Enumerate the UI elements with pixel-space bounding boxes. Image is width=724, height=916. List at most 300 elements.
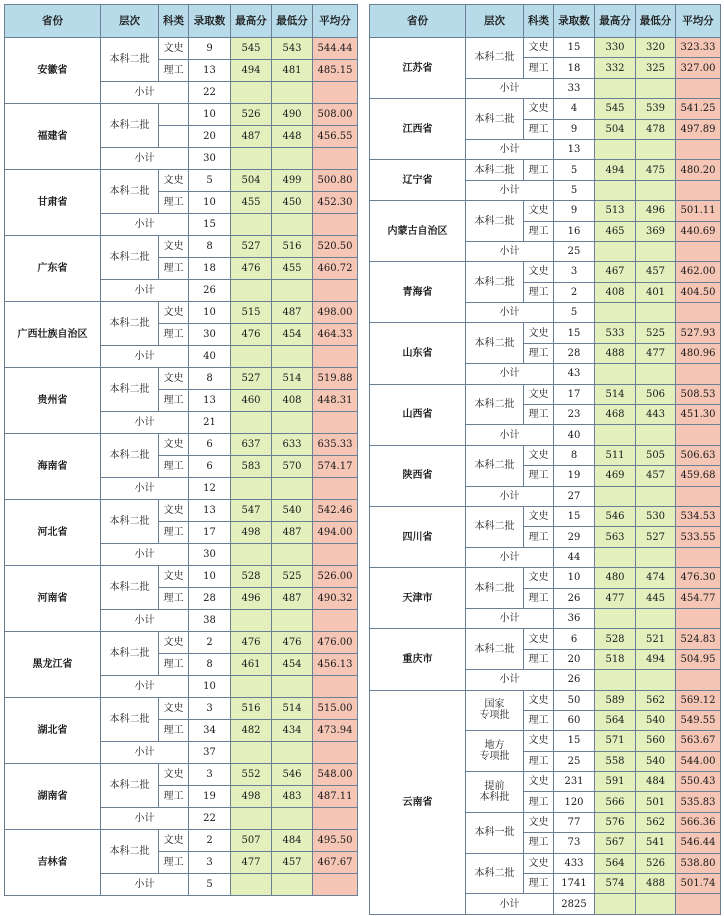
table-row [5, 566, 358, 588]
header-level: 层次 [101, 5, 159, 38]
min-cell: 570 [272, 456, 313, 478]
count-cell: 10 [189, 302, 231, 324]
avg-cell: 544.00 [676, 751, 721, 771]
province-cell: 辽宁省 [370, 160, 466, 201]
province-cell: 山西省 [370, 384, 466, 445]
min-cell: 521 [636, 629, 676, 649]
max-cell: 487 [231, 126, 272, 148]
avg-cell: 497.89 [676, 119, 721, 139]
subtotal-count: 38 [189, 610, 231, 632]
avg-cell: 480.20 [676, 160, 721, 180]
empty-avg-cell [676, 364, 721, 384]
header-subject: 科类 [159, 5, 189, 38]
empty-min-cell [636, 139, 676, 159]
empty-avg-cell [313, 544, 358, 566]
avg-cell: 515.00 [313, 698, 358, 720]
subtotal-count: 37 [189, 742, 231, 764]
empty-avg-cell [676, 425, 721, 445]
subtotal-label: 小计 [466, 670, 554, 690]
count-cell: 60 [554, 710, 595, 730]
level-cell: 本科二批 [466, 262, 524, 303]
subject-cell [159, 126, 189, 148]
count-cell: 15 [554, 731, 595, 751]
header-max: 最高分 [231, 5, 272, 38]
subject-cell: 文史 [524, 731, 554, 751]
level-cell: 本科二批 [466, 323, 524, 364]
count-cell: 73 [554, 833, 595, 853]
table-row [370, 445, 721, 465]
empty-avg-cell [676, 608, 721, 628]
subject-cell: 文史 [524, 568, 554, 588]
table-row [370, 323, 721, 343]
province-cell: 河南省 [5, 566, 101, 632]
subtotal-count: 26 [189, 280, 231, 302]
header-row [370, 5, 721, 38]
subtotal-count: 33 [554, 78, 595, 98]
count-cell: 10 [189, 104, 231, 126]
subtotal-count: 13 [554, 139, 595, 159]
province-cell: 海南省 [5, 434, 101, 500]
subtotal-label: 小计 [466, 139, 554, 159]
count-cell: 8 [189, 368, 231, 390]
table-body-right [370, 38, 721, 915]
subject-cell: 理工 [159, 324, 189, 346]
table-row [5, 698, 358, 720]
subtotal-count: 30 [189, 544, 231, 566]
count-cell: 2 [189, 830, 231, 852]
level-cell: 本科二批 [101, 236, 159, 280]
max-cell: 564 [595, 853, 636, 873]
max-cell: 494 [595, 160, 636, 180]
empty-max-cell [595, 425, 636, 445]
max-cell: 513 [595, 201, 636, 221]
subject-cell: 理工 [524, 160, 554, 180]
count-cell: 2 [189, 632, 231, 654]
empty-max-cell [595, 364, 636, 384]
subject-cell: 理工 [524, 588, 554, 608]
count-cell: 5 [189, 170, 231, 192]
subject-cell: 理工 [159, 390, 189, 412]
subtotal-label: 小计 [466, 180, 554, 200]
count-cell: 5 [554, 160, 595, 180]
empty-max-cell [595, 486, 636, 506]
avg-cell: 566.36 [676, 812, 721, 832]
count-cell: 17 [554, 384, 595, 404]
subtotal-count: 5 [189, 874, 231, 896]
province-cell: 吉林省 [5, 830, 101, 896]
min-cell: 506 [636, 384, 676, 404]
min-cell: 527 [636, 527, 676, 547]
avg-cell: 456.55 [313, 126, 358, 148]
max-cell: 514 [595, 384, 636, 404]
min-cell: 487 [272, 588, 313, 610]
empty-max-cell [231, 214, 272, 236]
avg-cell: 508.53 [676, 384, 721, 404]
subject-cell: 理工 [524, 874, 554, 894]
empty-min-cell [272, 742, 313, 764]
subject-cell: 文史 [524, 99, 554, 119]
avg-cell: 574.17 [313, 456, 358, 478]
empty-max-cell [595, 894, 636, 914]
min-cell: 457 [636, 466, 676, 486]
min-cell: 501 [636, 792, 676, 812]
subtotal-label: 小计 [101, 676, 189, 698]
empty-max-cell [595, 670, 636, 690]
subject-cell: 理工 [524, 527, 554, 547]
subject-cell: 理工 [159, 258, 189, 280]
empty-max-cell [231, 478, 272, 500]
subtotal-label: 小计 [101, 214, 189, 236]
max-cell: 558 [595, 751, 636, 771]
count-cell: 28 [554, 343, 595, 363]
count-cell: 15 [554, 323, 595, 343]
subject-cell: 文史 [524, 629, 554, 649]
province-cell: 安徽省 [5, 38, 101, 104]
empty-avg-cell [313, 610, 358, 632]
subtotal-label: 小计 [101, 874, 189, 896]
subject-cell: 理工 [524, 833, 554, 853]
subject-cell: 文史 [159, 170, 189, 192]
min-cell: 543 [272, 38, 313, 60]
min-cell: 450 [272, 192, 313, 214]
subject-cell: 理工 [159, 786, 189, 808]
empty-max-cell [231, 874, 272, 896]
max-cell: 477 [231, 852, 272, 874]
empty-avg-cell [313, 742, 358, 764]
min-cell: 454 [272, 324, 313, 346]
avg-cell: 485.15 [313, 60, 358, 82]
subject-cell: 文史 [159, 236, 189, 258]
max-cell: 574 [595, 874, 636, 894]
empty-avg-cell [313, 676, 358, 698]
empty-max-cell [595, 608, 636, 628]
province-cell: 广西壮族自治区 [5, 302, 101, 368]
min-cell: 562 [636, 812, 676, 832]
level-line: 国家 [484, 699, 505, 711]
empty-max-cell [231, 412, 272, 434]
count-cell: 13 [189, 390, 231, 412]
max-cell: 545 [231, 38, 272, 60]
subject-cell: 理工 [159, 720, 189, 742]
level-cell: 本科二批 [466, 568, 524, 609]
min-cell: 540 [636, 710, 676, 730]
subject-cell: 理工 [159, 192, 189, 214]
subject-cell: 文史 [524, 384, 554, 404]
empty-avg-cell [313, 412, 358, 434]
count-cell: 28 [189, 588, 231, 610]
max-cell: 480 [595, 568, 636, 588]
avg-cell: 487.11 [313, 786, 358, 808]
table-row [5, 368, 358, 390]
max-cell: 477 [595, 588, 636, 608]
avg-cell: 541.25 [676, 99, 721, 119]
min-cell: 481 [272, 60, 313, 82]
level-cell: 本科二批 [101, 368, 159, 412]
max-cell: 637 [231, 434, 272, 456]
count-cell: 23 [554, 405, 595, 425]
avg-cell: 527.93 [676, 323, 721, 343]
level-cell: 本科二批 [101, 566, 159, 610]
empty-min-cell [636, 486, 676, 506]
subtotal-label: 小计 [466, 486, 554, 506]
level-line: 提前 [484, 780, 505, 792]
avg-cell: 498.00 [313, 302, 358, 324]
level-cell: 本科二批 [101, 104, 159, 148]
min-cell: 484 [272, 830, 313, 852]
subject-cell: 理工 [524, 792, 554, 812]
table-row [5, 170, 358, 192]
min-cell: 546 [272, 764, 313, 786]
table-row [5, 632, 358, 654]
empty-max-cell [231, 610, 272, 632]
avg-cell: 504.95 [676, 649, 721, 669]
province-cell: 四川省 [370, 506, 466, 567]
avg-cell: 501.74 [676, 874, 721, 894]
level-cell: 本科二批 [101, 632, 159, 676]
province-cell: 湖南省 [5, 764, 101, 830]
province-cell: 山东省 [370, 323, 466, 384]
avg-cell: 549.55 [676, 710, 721, 730]
min-cell: 539 [636, 99, 676, 119]
avg-cell: 538.80 [676, 853, 721, 873]
avg-cell: 635.33 [313, 434, 358, 456]
level-cell: 本科二批 [101, 302, 159, 346]
subtotal-label: 小计 [466, 241, 554, 261]
min-cell: 514 [272, 368, 313, 390]
max-cell: 408 [595, 282, 636, 302]
max-cell: 515 [231, 302, 272, 324]
empty-avg-cell [313, 82, 358, 104]
avg-cell: 456.13 [313, 654, 358, 676]
count-cell: 3 [554, 262, 595, 282]
empty-min-cell [636, 894, 676, 914]
count-cell: 231 [554, 772, 595, 792]
count-cell: 433 [554, 853, 595, 873]
table-row [5, 302, 358, 324]
level-cell: 本科二批 [466, 160, 524, 180]
header-avg: 平均分 [313, 5, 358, 38]
subtotal-label: 小计 [101, 412, 189, 434]
table-row [370, 568, 721, 588]
count-cell: 10 [554, 568, 595, 588]
count-cell: 20 [554, 649, 595, 669]
empty-avg-cell [676, 303, 721, 323]
max-cell: 488 [595, 343, 636, 363]
subject-cell: 理工 [524, 649, 554, 669]
subject-cell: 理工 [524, 119, 554, 139]
empty-min-cell [636, 608, 676, 628]
province-cell: 内蒙古自治区 [370, 201, 466, 262]
empty-min-cell [272, 346, 313, 368]
count-cell: 19 [189, 786, 231, 808]
avg-cell: 526.00 [313, 566, 358, 588]
table-row [370, 506, 721, 526]
level-cell: 本科二批 [466, 38, 524, 79]
avg-cell: 440.69 [676, 221, 721, 241]
admission-table-left [4, 4, 358, 896]
empty-min-cell [272, 874, 313, 896]
level-cell: 本科二批 [466, 445, 524, 486]
avg-cell: 548.00 [313, 764, 358, 786]
empty-min-cell [272, 148, 313, 170]
max-cell: 591 [595, 772, 636, 792]
level-cell: 本科二批 [466, 201, 524, 242]
max-cell: 467 [595, 262, 636, 282]
max-cell: 504 [231, 170, 272, 192]
empty-min-cell [272, 214, 313, 236]
min-cell: 448 [272, 126, 313, 148]
avg-cell: 467.67 [313, 852, 358, 874]
subject-cell: 文史 [159, 764, 189, 786]
subtotal-label: 小计 [466, 608, 554, 628]
max-cell: 504 [595, 119, 636, 139]
max-cell: 476 [231, 632, 272, 654]
empty-max-cell [231, 280, 272, 302]
max-cell: 496 [231, 588, 272, 610]
subtotal-count: 25 [554, 241, 595, 261]
province-cell: 陕西省 [370, 445, 466, 506]
max-cell: 460 [231, 390, 272, 412]
max-cell: 332 [595, 58, 636, 78]
subject-cell: 文史 [524, 812, 554, 832]
min-cell: 499 [272, 170, 313, 192]
avg-cell: 546.44 [676, 833, 721, 853]
count-cell: 6 [554, 629, 595, 649]
table-row [5, 830, 358, 852]
level-cell [466, 731, 524, 772]
province-cell: 湖北省 [5, 698, 101, 764]
empty-avg-cell [313, 346, 358, 368]
subtotal-count: 2825 [554, 894, 595, 914]
min-cell: 496 [636, 201, 676, 221]
min-cell: 540 [272, 500, 313, 522]
empty-avg-cell [676, 486, 721, 506]
table-row [370, 38, 721, 58]
avg-cell: 327.00 [676, 58, 721, 78]
empty-min-cell [272, 808, 313, 830]
empty-avg-cell [313, 478, 358, 500]
count-cell: 4 [554, 99, 595, 119]
subject-cell: 文史 [524, 445, 554, 465]
table-row [5, 500, 358, 522]
avg-cell: 535.83 [676, 792, 721, 812]
max-cell: 528 [595, 629, 636, 649]
min-cell: 474 [636, 568, 676, 588]
subject-cell: 文史 [524, 772, 554, 792]
avg-cell: 520.50 [313, 236, 358, 258]
avg-cell: 476.30 [676, 568, 721, 588]
subtotal-count: 43 [554, 364, 595, 384]
province-cell: 青海省 [370, 262, 466, 323]
min-cell: 369 [636, 221, 676, 241]
subtotal-count: 27 [554, 486, 595, 506]
max-cell: 498 [231, 522, 272, 544]
max-cell: 528 [231, 566, 272, 588]
subject-cell: 理工 [159, 852, 189, 874]
avg-cell: 534.53 [676, 506, 721, 526]
empty-min-cell [636, 364, 676, 384]
subject-cell: 文史 [524, 262, 554, 282]
count-cell: 13 [189, 500, 231, 522]
empty-avg-cell [676, 78, 721, 98]
count-cell: 50 [554, 690, 595, 710]
count-cell: 9 [554, 119, 595, 139]
subject-cell: 理工 [524, 221, 554, 241]
min-cell: 401 [636, 282, 676, 302]
subtotal-label: 小计 [101, 82, 189, 104]
min-cell: 434 [272, 720, 313, 742]
subject-cell: 文史 [159, 632, 189, 654]
avg-cell: 460.72 [313, 258, 358, 280]
min-cell: 408 [272, 390, 313, 412]
subtotal-label: 小计 [101, 742, 189, 764]
min-cell: 525 [272, 566, 313, 588]
avg-cell: 464.33 [313, 324, 358, 346]
max-cell: 511 [595, 445, 636, 465]
province-cell: 广东省 [5, 236, 101, 302]
max-cell: 498 [231, 786, 272, 808]
level-cell: 本科二批 [101, 764, 159, 808]
subtotal-count: 12 [189, 478, 231, 500]
subject-cell: 文史 [159, 368, 189, 390]
count-cell: 6 [189, 434, 231, 456]
header-subject: 科类 [524, 5, 554, 38]
empty-avg-cell [676, 139, 721, 159]
empty-min-cell [636, 180, 676, 200]
max-cell: 507 [231, 830, 272, 852]
subject-cell: 理工 [524, 466, 554, 486]
empty-min-cell [636, 425, 676, 445]
avg-cell: 506.63 [676, 445, 721, 465]
subject-cell: 文史 [524, 853, 554, 873]
table-row [5, 434, 358, 456]
avg-cell: 404.50 [676, 282, 721, 302]
subject-cell: 理工 [524, 751, 554, 771]
table-row [370, 690, 721, 710]
count-cell: 15 [554, 38, 595, 58]
table-body-left [5, 38, 358, 896]
avg-cell: 451.30 [676, 405, 721, 425]
subject-cell: 理工 [524, 282, 554, 302]
level-cell [466, 690, 524, 731]
min-cell: 454 [272, 654, 313, 676]
avg-cell: 542.46 [313, 500, 358, 522]
max-cell: 476 [231, 258, 272, 280]
empty-avg-cell [313, 874, 358, 896]
count-cell: 26 [554, 588, 595, 608]
empty-avg-cell [313, 214, 358, 236]
count-cell: 15 [554, 506, 595, 526]
subject-cell: 文史 [159, 698, 189, 720]
avg-cell: 550.43 [676, 772, 721, 792]
table-row [370, 201, 721, 221]
subtotal-label: 小计 [101, 610, 189, 632]
level-cell: 本科二批 [466, 99, 524, 140]
subject-cell: 文史 [524, 690, 554, 710]
min-cell: 487 [272, 302, 313, 324]
count-cell: 8 [189, 236, 231, 258]
level-cell: 本科二批 [101, 500, 159, 544]
min-cell: 490 [272, 104, 313, 126]
min-cell: 526 [636, 853, 676, 873]
count-cell: 17 [189, 522, 231, 544]
subject-cell: 理工 [159, 654, 189, 676]
subtotal-count: 5 [554, 180, 595, 200]
subject-cell: 理工 [159, 522, 189, 544]
max-cell: 546 [595, 506, 636, 526]
header-row [5, 5, 358, 38]
province-cell: 天津市 [370, 568, 466, 629]
